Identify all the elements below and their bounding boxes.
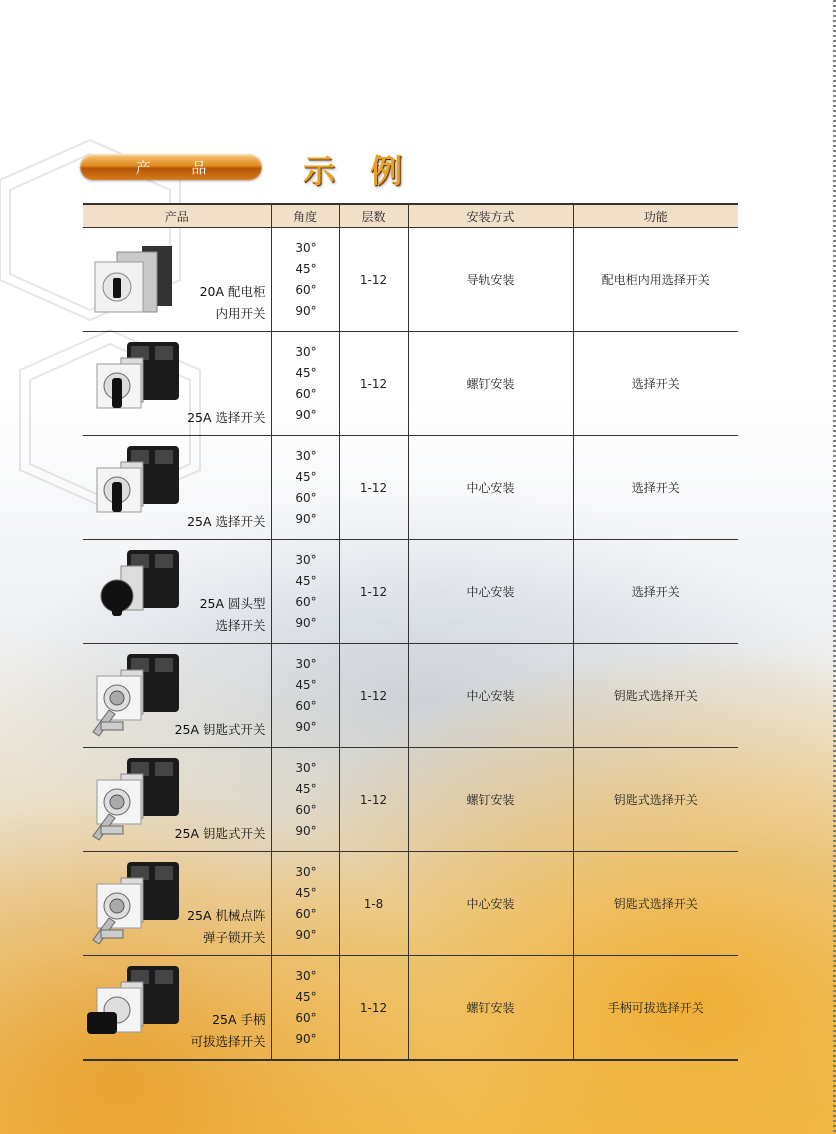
angle-cell [271,644,339,748]
mount-cell: 螺钉安装 [408,332,573,436]
layers-cell: 1-12 [339,332,408,436]
layers-cell: 1-12 [339,228,408,332]
header-layers: 层数 [339,204,408,228]
angle-cell [271,540,339,644]
mount-cell: 螺钉安装 [408,748,573,852]
din-rail-switch-icon [87,234,187,326]
angle-value: 60° [295,282,317,297]
product-name: 25A 选择开关 [187,514,266,529]
table-row [83,956,738,1061]
product-name: 25A 手柄 可拔选择开关 [190,1012,266,1049]
product-name: 25A 钥匙式开关 [174,826,266,841]
mount-cell: 导轨安装 [408,228,573,332]
angle-value: 45° [295,261,317,276]
product-cell [83,644,271,748]
pin-lock-switch-icon [87,858,187,950]
function-cell: 选择开关 [573,540,738,644]
mount-cell: 中心安装 [408,436,573,540]
angle-cell [271,436,339,540]
table-row [83,436,738,540]
table-row [83,332,738,436]
product-cell [83,540,271,644]
table-row [83,644,738,748]
angle-value: 30° [295,656,317,671]
product-table [83,203,738,1061]
layers-cell: 1-8 [339,852,408,956]
header-mount: 安装方式 [408,204,573,228]
angle-cell [271,748,339,852]
round-head-switch-icon [87,546,187,638]
angle-value: 45° [295,677,317,692]
product-name: 20A 配电柜 内用开关 [199,284,266,321]
angle-value: 60° [295,1010,317,1025]
angle-value: 45° [295,885,317,900]
selector-switch-icon [87,442,187,534]
angle-value: 90° [295,1031,317,1046]
function-cell: 配电柜内用选择开关 [573,228,738,332]
angle-value: 45° [295,469,317,484]
section-label: 产 品 [80,154,262,180]
angle-value: 30° [295,864,317,879]
angle-value: 90° [295,823,317,838]
angle-cell [271,956,339,1061]
product-cell [83,332,271,436]
angle-value: 60° [295,802,317,817]
function-cell: 手柄可拔选择开关 [573,956,738,1061]
angle-value: 60° [295,698,317,713]
angle-value: 90° [295,719,317,734]
product-name: 25A 机械点阵 弹子锁开关 [187,908,266,945]
product-name: 25A 选择开关 [187,410,266,425]
angle-value: 30° [295,552,317,567]
function-cell: 钥匙式选择开关 [573,644,738,748]
layers-cell: 1-12 [339,644,408,748]
removable-handle-switch-icon [87,962,187,1054]
mount-cell: 螺钉安装 [408,956,573,1061]
angle-value: 30° [295,968,317,983]
angle-value: 60° [295,386,317,401]
angle-value: 90° [295,303,317,318]
product-name: 25A 圆头型 选择开关 [199,596,266,633]
table-row [83,852,738,956]
layers-cell: 1-12 [339,436,408,540]
product-cell [83,956,271,1061]
mount-cell: 中心安装 [408,852,573,956]
function-cell: 钥匙式选择开关 [573,852,738,956]
product-name: 25A 钥匙式开关 [174,722,266,737]
table-row [83,748,738,852]
angle-value: 30° [295,240,317,255]
angle-value: 60° [295,594,317,609]
angle-cell [271,332,339,436]
key-switch-icon [87,650,187,742]
product-cell [83,852,271,956]
angle-value: 90° [295,511,317,526]
angle-value: 60° [295,490,317,505]
angle-value: 30° [295,760,317,775]
product-cell [83,228,271,332]
function-cell: 选择开关 [573,332,738,436]
table-header-row [83,204,738,228]
angle-value: 90° [295,927,317,942]
angle-value: 90° [295,615,317,630]
table-row [83,228,738,332]
angle-value: 45° [295,781,317,796]
page-title: 示 例 [303,152,415,190]
angle-value: 60° [295,906,317,921]
header-angle: 角度 [271,204,339,228]
layers-cell: 1-12 [339,956,408,1061]
selector-switch-icon [87,338,187,430]
angle-value: 45° [295,989,317,1004]
angle-value: 30° [295,448,317,463]
angle-value: 45° [295,573,317,588]
key-switch-icon [87,754,187,846]
product-cell [83,748,271,852]
mount-cell: 中心安装 [408,644,573,748]
layers-cell: 1-12 [339,540,408,644]
layers-cell: 1-12 [339,748,408,852]
header-product: 产品 [83,204,271,228]
angle-value: 90° [295,407,317,422]
angle-value: 45° [295,365,317,380]
header-function: 功能 [573,204,738,228]
mount-cell: 中心安装 [408,540,573,644]
table-row [83,540,738,644]
product-cell [83,436,271,540]
function-cell: 钥匙式选择开关 [573,748,738,852]
function-cell: 选择开关 [573,436,738,540]
angle-value: 30° [295,344,317,359]
angle-cell [271,228,339,332]
angle-cell [271,852,339,956]
